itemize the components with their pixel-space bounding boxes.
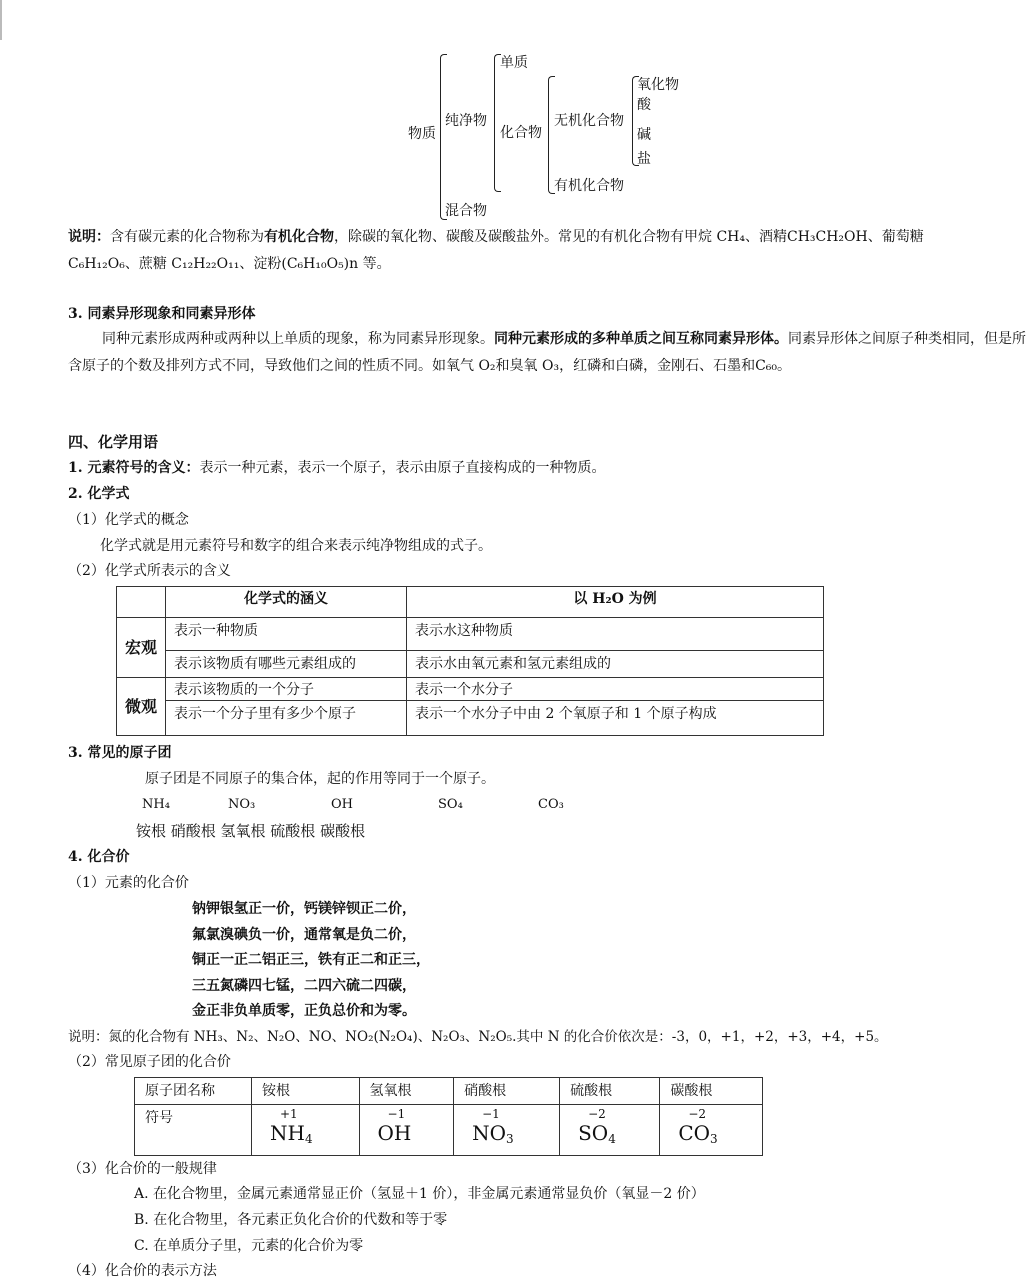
atomic-groups-heading: 3. 常见的原子团 [68,745,172,761]
formula-concept-heading: （1）化学式的概念 [68,512,189,528]
table-cell: 氢氧根 [359,1078,454,1105]
organic-note [68,224,1026,278]
table-cell: 原子团名称 [135,1078,252,1105]
group-formula: OH [331,797,353,812]
charge: −1 [387,1107,406,1121]
allotrope-p1-bold: 同种元素形成的多种单质之间互称同素异形体。 [494,331,788,347]
symbol-meaning-label: 1. 元素符号的含义： [68,460,200,476]
tree-mixture: 混合物 [445,203,487,219]
tree-organic: 有机化合物 [554,178,624,194]
micro-label: 微观 [117,678,166,736]
symbol-text: OH [377,1121,412,1145]
formula-meaning-table [116,586,824,736]
table-row [117,701,824,736]
table-row [117,678,824,701]
table-cell: 表示水由氧元素和氢元素组成的 [407,651,824,678]
group-formula: NO₃ [228,797,256,812]
table-cell: 表示一个水分子中由 2 个氧原子和 1 个原子构成 [407,701,824,736]
symbol-text: CO [678,1121,711,1145]
note-text-1: 含有碳元素的化合物称为 [110,229,264,245]
symbol-sub: 4 [608,1132,616,1146]
rhyme-line: 氟氯溴碘负一价，通常氧是负二价， [192,927,416,943]
symbol-cell [359,1105,454,1156]
allotrope-heading: 3. 同素异形现象和同素异形体 [68,306,256,322]
symbol-sub: 3 [710,1132,718,1146]
note-bold: 有机化合物 [264,229,334,245]
table-header-meaning: 化学式的涵义 [166,587,407,618]
group-formula: NH₄ [142,797,170,812]
symbol-cell [454,1105,560,1156]
nitrogen-note: 说明：氮的化合物有 NH₃、N₂、N₂O、NO、NO₂(N₂O₄)、N₂O₃、N₂O₅.其中 N 的化合价依次是：-3，0，+1，+2，+3，+4，+5。 [68,1029,888,1045]
charge: +1 [280,1107,298,1121]
table-cell: 硝酸根 [454,1078,560,1105]
charge: −2 [588,1107,606,1121]
table-header-example: 以 H₂O 为例 [407,587,824,618]
table-cell: 碳酸根 [660,1078,763,1105]
symbol [464,1121,549,1145]
table-cell: 表示水这种物质 [407,618,824,651]
note-text-3: C₆H₁₂O₆、蔗糖 C₁₂H₂₂O₁₁、淀粉(C₆H₁₀O₅)n 等。 [68,256,391,272]
table-row [135,1078,763,1105]
group-formula: CO₃ [538,797,564,812]
symbol-cell [660,1105,763,1156]
symbol-text: SO [578,1121,609,1145]
symbol-cell [560,1105,660,1156]
valence-sub2: （2）常见原子团的化合价 [68,1054,231,1070]
group-names: 铵根 硝酸根 氢氧根 硫酸根 碳酸根 [136,822,366,840]
representation-heading: （4）化合价的表示方法 [68,1263,217,1279]
table-cell: 表示该物质的一个分子 [166,678,407,701]
symbol-cell [252,1105,360,1156]
tree-pure: 纯净物 [445,113,487,129]
tree-base: 碱 [637,127,651,143]
table-cell: 表示该物质有哪些元素组成的 [166,651,407,678]
table-cell: 表示一种物质 [166,618,407,651]
table-row [117,651,824,678]
symbol [570,1121,649,1145]
table-cell: 铵根 [252,1078,360,1105]
table-row [135,1105,763,1156]
note-text-2: ，除碳的氧化物、碳酸及碳酸盐外。常见的有机化合物有甲烷 CH₄、酒精CH₃CH₂OH、葡萄糖 [334,229,924,245]
rule-b: B. 在化合物里，各元素正负化合价的代数和等于零 [134,1212,448,1228]
page-edge-mark [0,0,2,40]
symbol-text: NH [270,1121,305,1145]
charge: −1 [482,1107,500,1121]
tree-salt: 盐 [637,151,651,167]
tree-element: 单质 [500,55,528,71]
table-cell: 表示一个分子里有多少个原子 [166,701,407,736]
formula-heading: 2. 化学式 [68,486,130,502]
table-cell: 表示一个水分子 [407,678,824,701]
table-row [117,618,824,651]
tree-root: 物质 [408,126,436,142]
rhyme-line: 金正非负单质零，正负总价和为零。 [192,1003,416,1019]
formula-concept-text: 化学式就是用元素符号和数字的组合来表示纯净物组成的式子。 [100,538,492,554]
rhyme-line: 三五氮磷四七锰，二四六硫二四碳， [192,978,416,994]
tree-inorganic: 无机化合物 [554,113,624,129]
rule-a: A. 在化合物里，金属元素通常显正价（氢显＋1 价），非金属元素通常显负价（氧显－2 价） [134,1186,705,1202]
symbol [262,1121,349,1145]
table-corner [117,587,166,618]
allotrope-p1: 同种元素形成两种或两种以上单质的现象，称为同素异形现象。 [102,331,494,347]
table-cell: 硫酸根 [560,1078,660,1105]
rhyme-line: 铜正一正二铝正三，铁有正二和正三， [192,952,430,968]
symbol-meaning [68,459,606,477]
symbol-sub: 3 [506,1132,514,1146]
table-cell: 符号 [135,1105,252,1156]
atomic-groups-text: 原子团是不同原子的集合体，起的作用等同于一个原子。 [145,771,495,787]
tree-acid: 酸 [637,97,651,113]
symbol-sub: 4 [304,1132,313,1146]
brace-pure [494,54,501,192]
valence-sub1: （1）元素的化合价 [68,875,189,891]
rhyme-line: 钠钾银氢正一价，钙镁锌钡正二价， [192,901,416,917]
formula-meaning-heading: （2）化学式所表示的含义 [68,563,231,579]
symbol-text: NO [472,1121,507,1145]
allotrope-paragraph [68,326,1026,380]
table-row [117,587,824,618]
group-formula: SO₄ [438,797,463,812]
group-valence-table [134,1077,763,1156]
rules-heading: （3）化合价的一般规律 [68,1161,217,1177]
tree-oxide: 氧化物 [637,77,679,93]
valence-heading: 4. 化合价 [68,849,130,865]
note-label: 说明： [68,229,110,245]
brace-root [440,54,447,220]
tree-compound: 化合物 [500,125,542,141]
symbol [370,1121,444,1145]
macro-label: 宏观 [117,618,166,678]
section-4-heading: 四、化学用语 [68,433,159,451]
rule-c: C. 在单质分子里，元素的化合价为零 [134,1238,364,1254]
symbol-meaning-text: 表示一种元素，表示一个原子，表示由原子直接构成的一种物质。 [199,460,606,476]
symbol [670,1121,752,1145]
allotrope-p2: 同素异形体之间原子种类相同，但是所含原子的个数及排列方式不同，导致他们之间的性质不同。如氧气 O₂和臭氧 O₃，红磷和白磷，金刚石、石墨和C₆₀。 [68,331,1026,374]
charge: −2 [688,1107,707,1121]
